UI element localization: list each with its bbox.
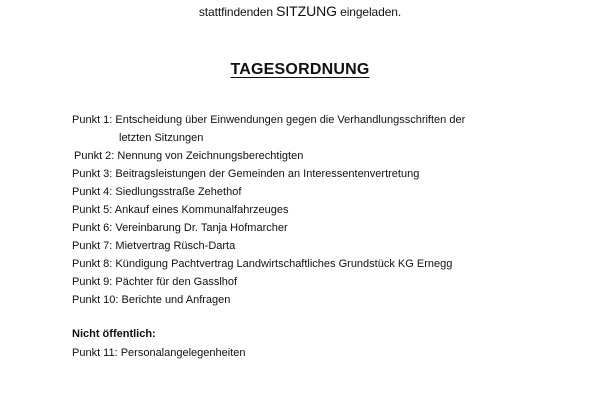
- agenda-item-1-label: Punkt 1: Entscheidung über Einwendungen gegen die Verhandlungsschriften der: [72, 114, 466, 126]
- agenda-item-1-continuation-text: letzten Sitzungen: [119, 132, 204, 144]
- agenda-item-8: [72, 255, 572, 273]
- invitation-text-after: eingeladen.: [336, 5, 402, 19]
- agenda-item-8-label: Punkt 8: Kündigung Pachtvertrag Landwirtschaftliches Grundstück KG Ernegg: [72, 258, 453, 270]
- closed-session-item-11: [72, 347, 246, 359]
- agenda-item-10-label: Punkt 10: Berichte und Anfragen: [72, 294, 231, 306]
- closed-session-heading: Nicht öffentlich:: [72, 328, 156, 340]
- closed-session-item-11-label: Punkt 11: Personalangelegenheiten: [72, 347, 246, 359]
- agenda-heading: TAGESORDNUNG: [230, 61, 370, 78]
- agenda-item-7-label: Punkt 7: Mietvertrag Rüsch-Darta: [72, 240, 236, 252]
- invitation-text: [0, 3, 600, 19]
- agenda-item-3: [72, 165, 572, 183]
- invitation-text-before: stattfindenden: [198, 5, 277, 19]
- agenda-item-3-label: Punkt 3: Beitragsleistungen der Gemeinden an Interessentenvertretung: [72, 168, 420, 180]
- agenda-item-6-label: Punkt 6: Vereinbarung Dr. Tanja Hofmarcher: [72, 222, 288, 234]
- agenda-item-9: [72, 273, 572, 291]
- agenda-item-2: [72, 147, 572, 165]
- agenda-item-4: [72, 183, 572, 201]
- agenda-item-5-label: Punkt 5: Ankauf eines Kommunalfahrzeuges: [72, 204, 289, 216]
- agenda-item-1-continuation: [72, 129, 572, 147]
- agenda-item-5: [72, 201, 572, 219]
- agenda-item-4-label: Punkt 4: Siedlungsstraße Zehethof: [72, 186, 242, 198]
- agenda-item-10: [72, 291, 572, 309]
- agenda-item-9-label: Punkt 9: Pächter für den Gasslhof: [72, 276, 238, 288]
- agenda-item-2-label: Punkt 2: Nennung von Zeichnungsberechtigten: [74, 150, 304, 162]
- agenda-item-7: [72, 237, 572, 255]
- agenda-item-6: [72, 219, 572, 237]
- agenda-list: [72, 112, 572, 309]
- meeting-word: SITZUNG: [276, 3, 337, 19]
- agenda-item-1: [72, 112, 572, 129]
